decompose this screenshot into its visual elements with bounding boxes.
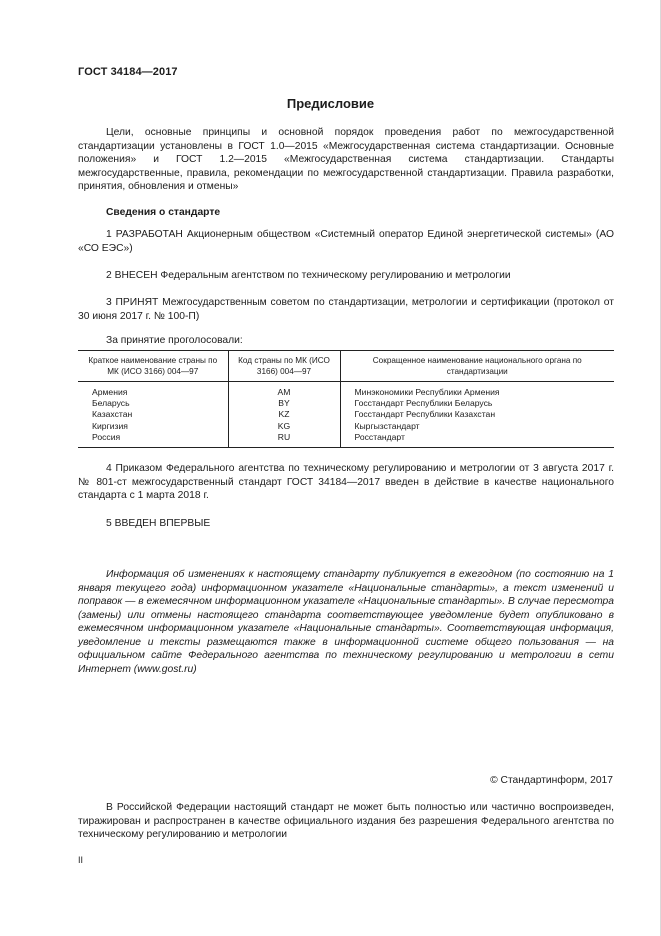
item-3 <box>78 296 614 323</box>
standard-header: ГОСТ 34184—2017 <box>78 66 178 78</box>
page-title: Предисловие <box>286 96 375 111</box>
table-row <box>78 382 614 399</box>
intro-text: Цели, основные принципы и основной порядок проведения работ по межгосударственной стандартизации установлены в ГОСТ 1.0—2015 «Межгосударственная система стандартизации. Основные положения» и ГОСТ 1.2—2015 «Межгосударственная система стандартизации. Стандарты межгосударственные, правила, рекомендации по межгосударственной стандартизации. Правила разработки, принятия, обновления и отмены» <box>78 127 614 192</box>
info-heading: Сведения о стандарте <box>106 207 221 218</box>
country-cell: Россия <box>78 432 228 448</box>
rights-text: В Российской Федерации настоящий стандарт не может быть полностью или частично воспроизведен, тиражирован и распространен в качестве официального издания без разрешения Федерального агентства по техническому регулированию и метрологии <box>78 802 614 840</box>
voters-table <box>78 350 614 448</box>
table-row <box>78 398 614 409</box>
country-cell: Армения <box>92 387 128 397</box>
code-cell: RU <box>228 432 340 448</box>
code-cell: KG <box>228 421 340 432</box>
table-row <box>78 432 614 448</box>
body-cell: Госстандарт Республики Беларусь <box>340 398 614 409</box>
copyright: © Стандартинформ, 2017 <box>490 775 613 786</box>
item-5-text: 5 ВВЕДЕН ВПЕРВЫЕ <box>106 518 211 529</box>
country-cell: Киргизия <box>92 420 128 431</box>
item-4 <box>78 462 614 503</box>
header-body-name: Сокращенное наименование национального органа по стандартизации <box>340 351 614 382</box>
item-5 <box>78 517 614 531</box>
code-cell: KZ <box>228 409 340 420</box>
body-cell: Росстандарт <box>340 432 614 448</box>
header-country-name: Краткое наименование страны по МК (ИСО 3166) 004—97 <box>78 351 228 382</box>
voted-label-block <box>78 334 614 348</box>
voted-label: За принятие проголосовали: <box>106 335 243 346</box>
code-cell: AM <box>228 382 340 399</box>
notice-paragraph <box>78 568 614 676</box>
country-cell: Беларусь <box>92 398 130 409</box>
header-country-code: Код страны по МК (ИСО 3166) 004—97 <box>228 351 340 382</box>
item-1 <box>78 228 614 255</box>
rights-paragraph <box>78 801 614 842</box>
body-cell: Минэкономики Республики Армения <box>340 382 614 399</box>
table-row <box>78 409 614 420</box>
body-cell: Кыргызстандарт <box>340 421 614 432</box>
code-cell: BY <box>228 398 340 409</box>
item-2-text: 2 ВНЕСЕН Федеральным агентством по техническому регулированию и метрологии <box>106 270 511 281</box>
info-heading-block <box>78 206 614 220</box>
item-1-text: 1 РАЗРАБОТАН Акционерным обществом «Системный оператор Единой энергетической системы» (АО «СО ЕЭС») <box>78 229 614 254</box>
notice-text: Информация об изменениях к настоящему стандарту публикуется в ежегодном (по состоянию на 1 января текущего года) информационном указателе «Национальные стандарты», а текст изменений и поправок — в ежемесячном информационном указателе «Национальные стандарты». В случае пересмотра (замены) или отмены настоящего стандарта соответствующее уведомление будет опубликовано в ежемесячном информационном указателе «Национальные стандарты». Соответствующая информация, уведомление и тексты размещаются также в информационной системе общего пользования — на официальном сайте Федерального агентства по техническому регулированию и метрологии в сети Интернет (www.gost.ru) <box>78 569 614 675</box>
table-header-row <box>78 351 614 382</box>
intro-paragraph <box>78 126 614 194</box>
table-row <box>78 421 614 432</box>
country-cell: Казахстан <box>92 409 133 420</box>
item-4-text: 4 Приказом Федерального агентства по техническому регулированию и метрологии от 3 августа 2017 г. № 801-ст межгосударственный стандарт ГОСТ 34184—2017 введен в действие в качестве национального стандарта с 1 марта 2018 г. <box>78 463 614 501</box>
page-number: II <box>78 855 84 865</box>
item-3-text: 3 ПРИНЯТ Межгосударственным советом по стандартизации, метрологии и сертификации (протокол от 30 июня 2017 г. № 100-П) <box>78 297 614 322</box>
body-cell: Госстандарт Республики Казахстан <box>340 409 614 420</box>
item-2 <box>78 269 614 283</box>
